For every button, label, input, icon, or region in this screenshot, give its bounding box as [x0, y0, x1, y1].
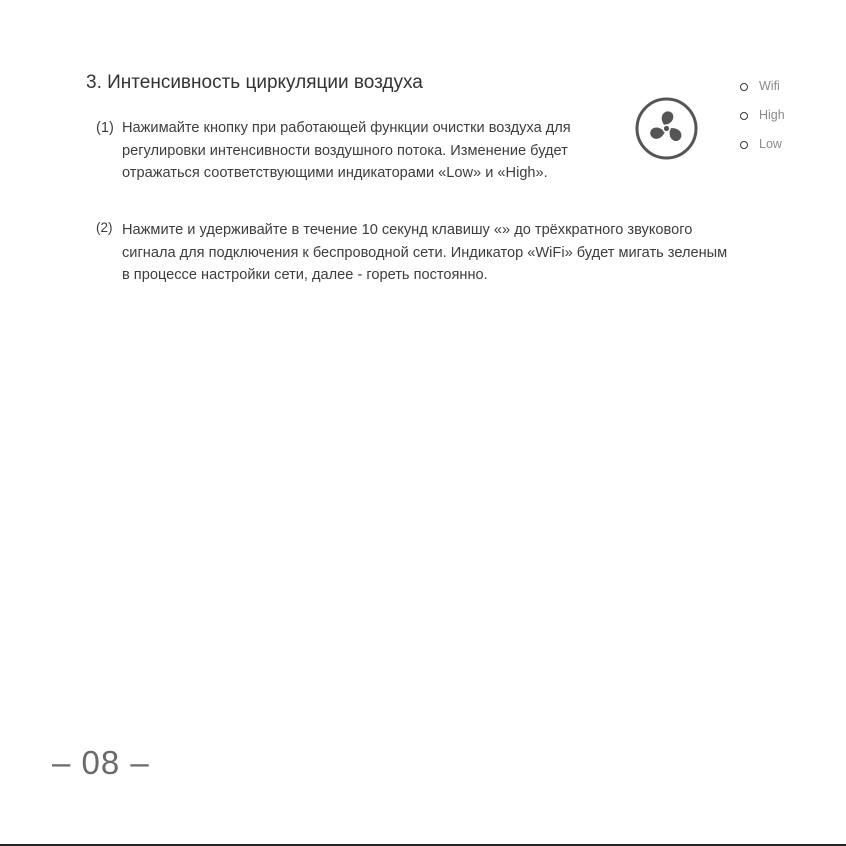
indicator-low — [740, 136, 785, 165]
indicator-high — [740, 107, 785, 136]
indicator-label: Wifi — [759, 79, 780, 93]
page-number: – 08 – — [52, 744, 150, 781]
indicator-dot-icon — [740, 83, 748, 91]
indicator-label: High — [759, 108, 785, 122]
indicator-label: Low — [759, 137, 782, 151]
item-number: (2) — [96, 220, 113, 235]
indicator-list — [740, 78, 785, 165]
section-title: 3. Интенсивность циркуляции воздуха — [86, 72, 423, 93]
item-text: Нажмите и удерживайте в течение 10 секунд клавишу «» до трёхкратного звукового сигнала для подключения к беспроводной сети. Индикатор «WiFi» будет мигать зеленым в процессе настройки сети, далее - гореть постоянно. — [122, 222, 728, 283]
item-number: (1) — [96, 120, 114, 136]
item-text: Нажимайте кнопку при работающей функции очистки воздуха для регулировки интенсивности воздушного потока. Изменение будет отражаться соответствующими индикаторами «Low» и «High». — [122, 120, 571, 181]
indicator-dot-icon — [740, 112, 748, 120]
fan-button-illustration — [635, 97, 698, 160]
indicator-dot-icon — [740, 141, 748, 149]
instruction-item-2 — [96, 219, 736, 287]
indicator-wifi — [740, 78, 785, 107]
fan-icon — [635, 97, 698, 160]
instruction-item-1 — [96, 117, 616, 185]
